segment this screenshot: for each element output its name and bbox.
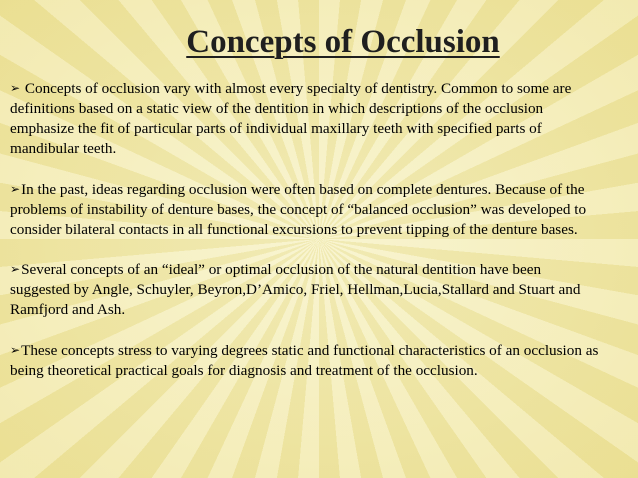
paragraph-text: These concepts stress to varying degrees static and functional characteristics of an occlusion as being theoretical practical goals for diagnosis and treatment of the occlusion. <box>10 341 599 379</box>
paragraph-text: Concepts of occlusion vary with almost every specialty of dentistry. Common to some are definitions based on a static view of the dentition in which descriptions of the occlusion emphasize the fit of particular parts of individual maxillary teeth with specified parts of mandibular teeth. <box>10 80 572 157</box>
arrow-bullet-icon: ➢ <box>10 342 21 357</box>
paragraph-concepts-vary <box>10 78 604 159</box>
arrow-bullet-icon: ➢ <box>10 81 21 95</box>
paragraph-text: Several concepts of an “ideal” or optimal occlusion of the natural dentition have been suggested by Angle, Schuyler, Beyron,D’Amico, Friel, Hellman,Lucia,Stallard and Stuart and Ramfjord and Ash. <box>10 261 581 318</box>
slide-body <box>10 78 604 400</box>
slide-title: Concepts of Occlusion <box>186 24 500 60</box>
paragraph-ideal-occlusion <box>10 259 604 320</box>
paragraph-text: In the past, ideas regarding occlusion were often based on complete dentures. Because of the problems of instability of denture bases, the concept of “balanced occlusion” was developed to consider bilateral contacts in all functional excursions to prevent tipping of the denture bases. <box>10 180 587 238</box>
arrow-bullet-icon: ➢ <box>10 262 21 276</box>
paragraph-complete-dentures <box>10 179 604 240</box>
arrow-bullet-icon: ➢ <box>10 181 21 196</box>
paragraph-varying-degrees <box>10 340 604 381</box>
